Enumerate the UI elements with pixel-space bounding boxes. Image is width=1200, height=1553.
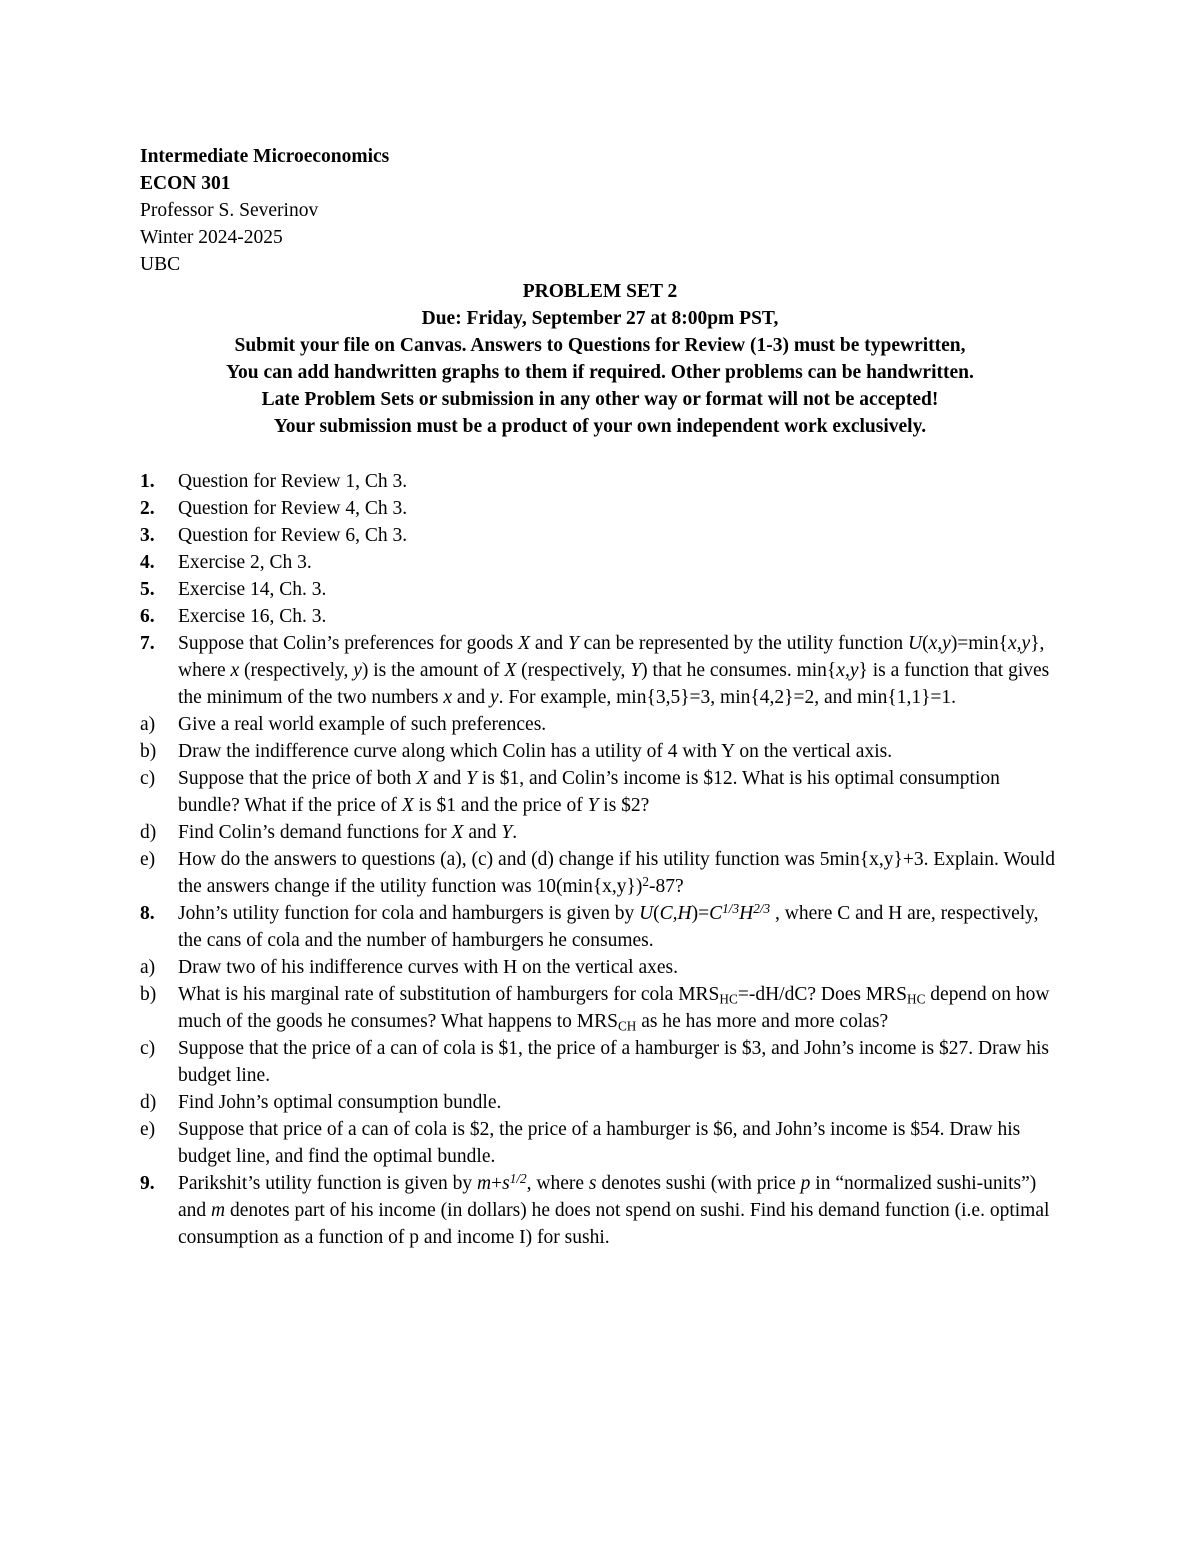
text-run: C,H	[659, 903, 692, 924]
title-block	[140, 278, 1060, 440]
text-run: , where C and H are, respectively, the cans of cola and the number of hamburgers he consumes.	[178, 903, 1039, 951]
item-marker: e)	[140, 849, 156, 870]
item-marker: d)	[140, 822, 157, 843]
text-run: Find John’s optimal consumption bundle.	[178, 1092, 502, 1113]
item-text	[178, 714, 546, 735]
text-run: =-dH/dC? Does MRS	[737, 984, 907, 1005]
item-text	[178, 1119, 1020, 1167]
problem-item	[140, 549, 1060, 576]
text-run: y	[353, 660, 362, 681]
text-run: U	[908, 633, 923, 654]
problem-item	[140, 711, 1060, 738]
text-run: } is a function that gives the minimum of the two numbers	[178, 660, 1050, 708]
problem-list	[140, 468, 1060, 1251]
item-text	[178, 1038, 1049, 1086]
text-run: in “normalized sushi-units”) and	[178, 1173, 1037, 1221]
text-run: x,y	[928, 633, 951, 654]
header-line: UBC	[140, 254, 181, 275]
text-run: What is his marginal rate of substitution of hamburgers for cola MRS	[178, 984, 720, 1005]
text-run: Exercise 2, Ch 3.	[178, 552, 312, 573]
problem-item	[140, 900, 1060, 954]
item-text	[178, 498, 407, 519]
text-run: m	[477, 1173, 492, 1194]
text-run: Question for Review 6, Ch 3.	[178, 525, 408, 546]
text-run: y	[489, 687, 499, 708]
text-run: Draw the indifference curve along which Colin has a utility of 4 with Y on the vertical axis.	[178, 741, 893, 762]
text-run: 2/3	[753, 901, 771, 917]
problem-item	[140, 1035, 1060, 1089]
problem-item	[140, 468, 1060, 495]
item-text	[178, 849, 1055, 897]
text-run: (	[653, 903, 660, 924]
text-run: Suppose that the price of a can of cola is $1, the price of a hamburger is $3, and John’s income is $27. Draw his budget line.	[178, 1038, 1049, 1086]
text-run: HC	[907, 991, 926, 1007]
item-marker: b)	[140, 984, 157, 1005]
problem-item	[140, 846, 1060, 900]
text-run: 1/3	[722, 901, 740, 917]
text-run: is $1, and Colin’s income is $12. What is his optimal consumption bundle? What if the price of	[178, 768, 1000, 816]
problem-item	[140, 1089, 1060, 1116]
text-run: H	[739, 903, 754, 924]
text-run: Parikshit’s utility function is given by	[178, 1173, 477, 1194]
item-marker: d)	[140, 1092, 157, 1113]
text-run: is $1 and the price of	[413, 795, 588, 816]
text-run: Y	[630, 660, 642, 681]
text-run: Question for Review 4, Ch 3.	[178, 498, 408, 519]
text-run: Find Colin’s demand functions for	[178, 822, 452, 843]
text-run: CH	[617, 1018, 637, 1034]
text-run: X	[401, 795, 414, 816]
text-run: X	[504, 660, 517, 681]
text-run: Exercise 14, Ch. 3.	[178, 579, 327, 600]
item-marker: a)	[140, 714, 156, 735]
problem-item	[140, 603, 1060, 630]
item-marker: 3.	[140, 525, 155, 546]
text-run: ) is the amount of	[361, 660, 505, 681]
item-text	[178, 957, 678, 978]
item-text	[178, 1173, 1049, 1248]
item-text	[178, 903, 1039, 951]
item-marker: b)	[140, 741, 157, 762]
text-run: x,y	[836, 660, 859, 681]
title-instruction-line: Late Problem Sets or submission in any other way or format will not be accepted!	[261, 389, 939, 410]
text-run: m	[211, 1200, 226, 1221]
text-run: U	[639, 903, 654, 924]
text-run: denotes sushi (with price	[596, 1173, 801, 1194]
text-run: Suppose that price of a can of cola is $2, the price of a hamburger is $6, and John’s income is $54. Draw his budget line, and find the optimal bundle.	[178, 1119, 1021, 1167]
text-run: Draw two of his indifference curves with H on the vertical axes.	[178, 957, 678, 978]
item-text	[178, 984, 1049, 1032]
text-run: John’s utility function for cola and hamburgers is given by	[178, 903, 640, 924]
item-marker: 5.	[140, 579, 155, 600]
text-run: p	[800, 1173, 811, 1194]
problem-item	[140, 738, 1060, 765]
item-text	[178, 633, 1049, 708]
item-text	[178, 741, 892, 762]
text-run: and	[463, 822, 502, 843]
header-line: Winter 2024-2025	[140, 227, 283, 248]
text-run: Y	[501, 822, 513, 843]
text-run: and	[452, 687, 490, 708]
item-marker: a)	[140, 957, 156, 978]
text-run: s	[588, 1173, 597, 1194]
title-instruction-line: Submit your file on Canvas. Answers to Questions for Review (1-3) must be typewritten,	[234, 335, 966, 356]
text-run: can be represented by the utility function	[578, 633, 909, 654]
course-header	[140, 143, 1060, 278]
text-run: (respectively,	[516, 660, 631, 681]
item-text	[178, 822, 517, 843]
problem-item	[140, 1170, 1060, 1251]
text-run: }, where	[178, 633, 1045, 681]
text-run: Exercise 16, Ch. 3.	[178, 606, 327, 627]
problem-item	[140, 1116, 1060, 1170]
text-run: .	[512, 822, 518, 843]
text-run: Suppose that the price of both	[178, 768, 417, 789]
header-line: Intermediate Microeconomics	[140, 146, 390, 167]
text-run: Y	[466, 768, 477, 789]
text-run: ) that he consumes. min{	[641, 660, 837, 681]
problem-item	[140, 576, 1060, 603]
text-run: Suppose that Colin’s preferences for goods	[178, 633, 519, 654]
item-marker: 4.	[140, 552, 155, 573]
text-run: )=	[691, 903, 710, 924]
problem-item	[140, 495, 1060, 522]
text-run: How do the answers to questions (a), (c) and (d) change if his utility function was 5min{x,y}+3. Explain. Would the answers change if the utility function was 10(min{x,y})	[178, 849, 1055, 897]
item-text	[178, 579, 326, 600]
title-instruction-line: Your submission must be a product of your own independent work exclusively.	[273, 416, 927, 437]
item-text	[178, 1092, 501, 1113]
text-run: -87?	[649, 876, 684, 897]
text-run: (respectively,	[239, 660, 354, 681]
header-line: ECON 301	[140, 173, 231, 194]
text-run: Y	[567, 633, 579, 654]
text-run: is $2?	[598, 795, 650, 816]
item-marker: 6.	[140, 606, 155, 627]
item-text	[178, 525, 407, 546]
text-run: +	[491, 1173, 503, 1194]
problem-item	[140, 954, 1060, 981]
text-run: denotes part of his income (in dollars) he does not spend on sushi. Find his demand function (i.e. optimal consumption as a function of p and income I) for sushi.	[178, 1200, 1050, 1248]
problem-item	[140, 765, 1060, 819]
text-run: X	[451, 822, 464, 843]
item-marker: e)	[140, 1119, 156, 1140]
item-text	[178, 768, 1000, 816]
text-run: HC	[719, 991, 738, 1007]
text-run: and	[428, 768, 467, 789]
text-run: Question for Review 1, Ch 3.	[178, 471, 408, 492]
text-run: and	[530, 633, 568, 654]
text-run: x	[230, 660, 240, 681]
text-run: X	[518, 633, 531, 654]
text-run: C	[709, 903, 723, 924]
text-run: , where	[526, 1173, 589, 1194]
problem-item	[140, 630, 1060, 711]
text-run: Y	[587, 795, 599, 816]
item-text	[178, 606, 326, 627]
item-marker: 8.	[140, 903, 155, 924]
text-run: . For example, min{3,5}=3, min{4,2}=2, and min{1,1}=1.	[498, 687, 957, 708]
item-marker: 9.	[140, 1173, 155, 1194]
text-run: 1/2	[509, 1171, 527, 1187]
problem-item	[140, 819, 1060, 846]
text-run: x,y	[1008, 633, 1031, 654]
text-run: Give a real world example of such preferences.	[178, 714, 547, 735]
title-instruction-line: You can add handwritten graphs to them if required. Other problems can be handwritten.	[226, 362, 974, 383]
text-run: s	[502, 1173, 510, 1194]
title-instruction-line: Due: Friday, September 27 at 8:00pm PST,	[421, 308, 779, 329]
text-run: X	[416, 768, 429, 789]
text-run: depend on how much of the goods he consumes? What happens to MRS	[178, 984, 1050, 1032]
text-run: x	[443, 687, 453, 708]
item-text	[178, 552, 312, 573]
item-text	[178, 471, 407, 492]
text-run: as he has more and more colas?	[636, 1011, 889, 1032]
item-marker: 7.	[140, 633, 155, 654]
problem-item	[140, 522, 1060, 549]
header-line: Professor S. Severinov	[140, 200, 319, 221]
item-marker: 2.	[140, 498, 155, 519]
text-run: 2	[642, 874, 650, 890]
item-marker: c)	[140, 768, 156, 789]
item-marker: c)	[140, 1038, 156, 1059]
page-title: PROBLEM SET 2	[522, 281, 678, 302]
item-marker: 1.	[140, 471, 155, 492]
text-run: )=min{	[950, 633, 1008, 654]
text-run: (	[922, 633, 929, 654]
problem-item	[140, 981, 1060, 1035]
